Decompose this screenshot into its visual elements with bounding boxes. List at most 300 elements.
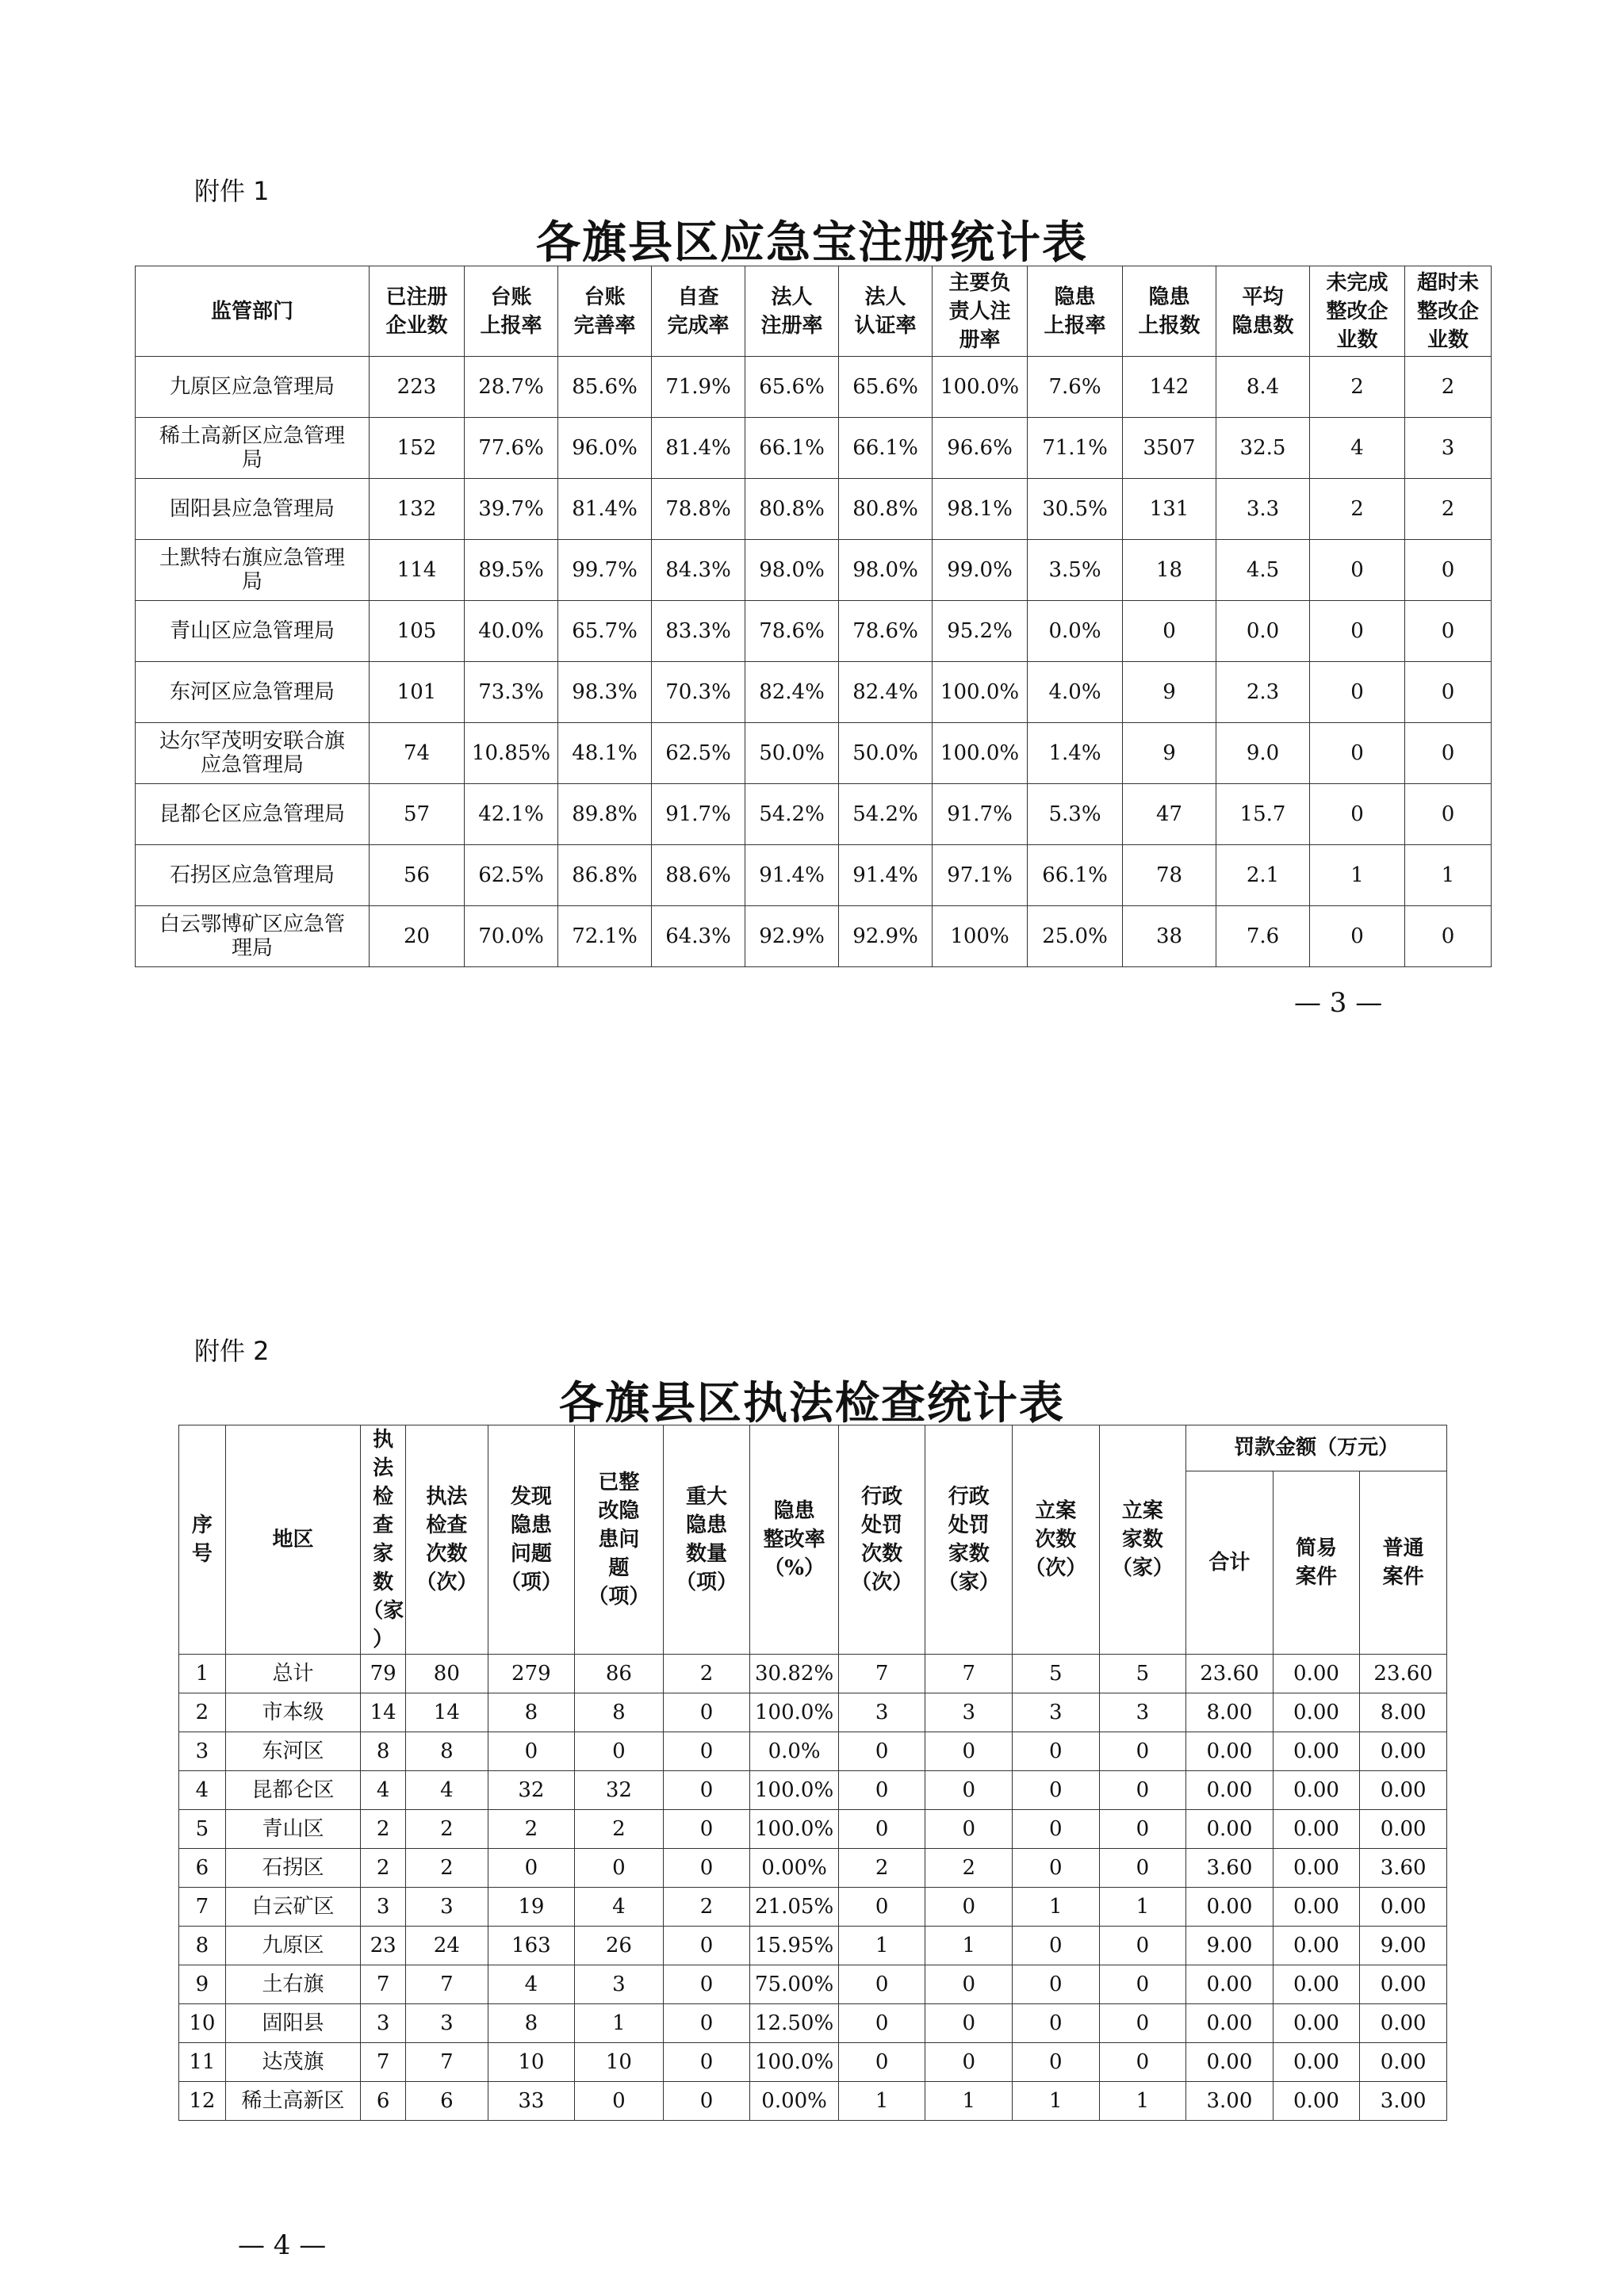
table-cell: 39.7% <box>465 479 558 540</box>
table-cell: 0 <box>663 1693 750 1732</box>
table-cell: 0 <box>663 1771 750 1810</box>
table-cell: 89.8% <box>558 784 652 845</box>
table-cell: 10 <box>575 2043 664 2082</box>
table-cell: 85.6% <box>558 357 652 418</box>
table-cell: 7 <box>361 1965 406 2004</box>
table-cell: 9 <box>1123 662 1216 723</box>
table-cell: 91.7% <box>933 784 1028 845</box>
table-row <box>136 601 1492 662</box>
table-cell: 0.0% <box>1028 601 1123 662</box>
table-cell: 0.00 <box>1273 1965 1360 2004</box>
table-cell: 15.7 <box>1216 784 1310 845</box>
table-row <box>136 357 1492 418</box>
table-cell: 81.4% <box>652 418 745 479</box>
table-cell: 78.6% <box>839 601 933 662</box>
table-row <box>179 1693 1447 1732</box>
table-cell: 71.9% <box>652 357 745 418</box>
table-cell: 0.00 <box>1273 1810 1360 1849</box>
table-cell: 0 <box>575 1849 664 1888</box>
table-cell: 0 <box>838 1732 925 1771</box>
annex1-label: 附件 1 <box>194 176 270 206</box>
table-cell: 3 <box>179 1732 226 1771</box>
table-cell: 0 <box>1099 1771 1186 1810</box>
table-cell: 6 <box>179 1849 226 1888</box>
department-cell: 青山区应急管理局 <box>136 601 370 662</box>
table-cell: 0.00 <box>1360 2004 1447 2043</box>
table-cell: 3.00 <box>1360 2082 1447 2121</box>
table-cell: 0.00 <box>1186 2043 1274 2082</box>
table-cell: 91.7% <box>652 784 745 845</box>
table-cell: 10.85% <box>465 723 558 784</box>
table-row <box>136 906 1492 967</box>
table-cell: 6 <box>406 2082 488 2121</box>
table-cell: 1 <box>1013 1888 1100 1927</box>
table-cell: 4 <box>488 1965 575 2004</box>
table-cell: 81.4% <box>558 479 652 540</box>
table-cell: 15.95% <box>750 1927 839 1965</box>
table-cell: 0 <box>1099 1810 1186 1849</box>
table-cell: 7.6% <box>1028 357 1123 418</box>
table-cell: 14 <box>361 1693 406 1732</box>
table-cell: 0.00 <box>1186 1965 1274 2004</box>
column-header: 法人 认证率 <box>839 266 933 357</box>
table-cell: 1 <box>838 2082 925 2121</box>
table-cell: 0 <box>925 1888 1013 1927</box>
table-cell: 0 <box>575 2082 664 2121</box>
table-cell: 0 <box>663 1810 750 1849</box>
table-cell: 21.05% <box>750 1888 839 1927</box>
table-cell: 0.00 <box>1273 1655 1360 1693</box>
table-cell: 1 <box>179 1655 226 1693</box>
table-cell: 62.5% <box>465 845 558 906</box>
department-cell: 达尔罕茂明安联合旗 应急管理局 <box>136 723 370 784</box>
table-cell: 3 <box>575 1965 664 2004</box>
table-cell: 0.00 <box>1273 1693 1360 1732</box>
table-cell: 0.00 <box>1186 1732 1274 1771</box>
annex2-title: 各旗县区执法检查统计表 <box>559 1377 1065 1429</box>
table-cell: 79 <box>361 1655 406 1693</box>
table-cell: 99.7% <box>558 540 652 601</box>
table-cell: 7 <box>838 1655 925 1693</box>
table-cell: 2 <box>179 1693 226 1732</box>
table-row <box>179 1849 1447 1888</box>
table-cell: 86 <box>575 1655 664 1693</box>
table-cell: 100.0% <box>933 662 1028 723</box>
table-cell: 97.1% <box>933 845 1028 906</box>
column-header: 执法 检查 家数 （家 ） <box>361 1425 406 1655</box>
table-cell: 101 <box>370 662 465 723</box>
table-cell: 12.50% <box>750 2004 839 2043</box>
table-cell: 0.00 <box>1273 1771 1360 1810</box>
annex2-label: 附件 2 <box>194 1336 270 1366</box>
table-cell: 11 <box>179 2043 226 2082</box>
table-cell: 99.0% <box>933 540 1028 601</box>
table-cell: 100.0% <box>750 1771 839 1810</box>
table-cell: 1 <box>1405 845 1492 906</box>
column-header: 法人 注册率 <box>745 266 839 357</box>
table-cell: 279 <box>488 1655 575 1693</box>
table-cell: 83.3% <box>652 601 745 662</box>
fine-subheader: 普通 案件 <box>1360 1471 1447 1654</box>
table-cell: 23 <box>361 1927 406 1965</box>
table-row <box>179 1810 1447 1849</box>
column-header: 行政 处罚 次数 （次） <box>838 1425 925 1655</box>
table-cell: 91.4% <box>745 845 839 906</box>
table-cell: 0 <box>1405 906 1492 967</box>
table-cell: 0 <box>1405 723 1492 784</box>
table-cell: 10 <box>179 2004 226 2043</box>
table-cell: 100.0% <box>933 357 1028 418</box>
table-cell: 2 <box>406 1849 488 1888</box>
table-cell: 96.6% <box>933 418 1028 479</box>
column-header: 发现 隐患 问题 （项） <box>488 1425 575 1655</box>
table-cell: 18 <box>1123 540 1216 601</box>
table-cell: 14 <box>406 1693 488 1732</box>
table-cell: 4 <box>361 1771 406 1810</box>
table-cell: 65.6% <box>839 357 933 418</box>
table-cell: 4.5 <box>1216 540 1310 601</box>
table-cell: 23.60 <box>1186 1655 1274 1693</box>
column-header: 立案 家数 （家） <box>1099 1425 1186 1655</box>
column-header: 执法 检查 次数 （次） <box>406 1425 488 1655</box>
table-cell: 100.0% <box>750 1810 839 1849</box>
table-cell: 0.0 <box>1216 601 1310 662</box>
table-cell: 6 <box>361 2082 406 2121</box>
table-cell: 2 <box>488 1810 575 1849</box>
table-row <box>179 1655 1447 1693</box>
department-cell: 稀土高新区应急管理 局 <box>136 418 370 479</box>
table-cell: 8 <box>361 1732 406 1771</box>
table-cell: 80.8% <box>839 479 933 540</box>
table-cell: 0 <box>925 2004 1013 2043</box>
table-cell: 0.00 <box>1360 1810 1447 1849</box>
table-cell: 95.2% <box>933 601 1028 662</box>
column-header: 地区 <box>225 1425 360 1655</box>
table-cell: 89.5% <box>465 540 558 601</box>
table-cell: 1 <box>575 2004 664 2043</box>
department-cell: 东河区应急管理局 <box>136 662 370 723</box>
table-cell: 0 <box>1099 2043 1186 2082</box>
region-cell: 青山区 <box>225 1810 360 1849</box>
table-cell: 0 <box>1310 784 1405 845</box>
table-row <box>179 1732 1447 1771</box>
table-cell: 0 <box>1099 1965 1186 2004</box>
table-cell: 70.3% <box>652 662 745 723</box>
table-cell: 0 <box>663 2004 750 2043</box>
region-cell: 石拐区 <box>225 1849 360 1888</box>
department-cell: 九原区应急管理局 <box>136 357 370 418</box>
table-cell: 1 <box>1310 845 1405 906</box>
column-header: 台账 完善率 <box>558 266 652 357</box>
table-cell: 42.1% <box>465 784 558 845</box>
table-row <box>179 2043 1447 2082</box>
table-cell: 0.00 <box>1186 1771 1274 1810</box>
table-cell: 86.8% <box>558 845 652 906</box>
table-cell: 142 <box>1123 357 1216 418</box>
table-cell: 3507 <box>1123 418 1216 479</box>
column-header: 行政 处罚 家数 （家） <box>925 1425 1013 1655</box>
table-cell: 0.00 <box>1186 1888 1274 1927</box>
region-cell: 九原区 <box>225 1927 360 1965</box>
table-cell: 40.0% <box>465 601 558 662</box>
table-cell: 100% <box>933 906 1028 967</box>
column-header: 台账 上报率 <box>465 266 558 357</box>
table-cell: 88.6% <box>652 845 745 906</box>
table-cell: 0.00 <box>1273 1888 1360 1927</box>
table-cell: 30.82% <box>750 1655 839 1693</box>
table-cell: 62.5% <box>652 723 745 784</box>
page-number-4: — 4 — <box>238 2229 327 2261</box>
fine-subheader: 简易 案件 <box>1273 1471 1360 1654</box>
table-cell: 7 <box>406 2043 488 2082</box>
table-cell: 0 <box>1099 1927 1186 1965</box>
table-row <box>136 662 1492 723</box>
table-cell: 0 <box>488 1732 575 1771</box>
table-row <box>136 723 1492 784</box>
table-cell: 2 <box>1310 357 1405 418</box>
table-cell: 0 <box>663 1927 750 1965</box>
table-cell: 54.2% <box>745 784 839 845</box>
table-cell: 3.60 <box>1186 1849 1274 1888</box>
region-cell: 昆都仑区 <box>225 1771 360 1810</box>
table-cell: 5.3% <box>1028 784 1123 845</box>
table-cell: 0 <box>575 1732 664 1771</box>
table-header-row <box>179 1425 1447 1471</box>
table-cell: 0.00 <box>1360 1732 1447 1771</box>
table-cell: 3.00 <box>1186 2082 1274 2121</box>
table-cell: 0 <box>1013 1732 1100 1771</box>
table-cell: 57 <box>370 784 465 845</box>
table-cell: 0 <box>925 1810 1013 1849</box>
table-cell: 82.4% <box>745 662 839 723</box>
table-cell: 0 <box>925 1965 1013 2004</box>
table-cell: 65.6% <box>745 357 839 418</box>
table-row <box>136 540 1492 601</box>
table-cell: 105 <box>370 601 465 662</box>
table-cell: 5 <box>1099 1655 1186 1693</box>
table-cell: 3 <box>361 1888 406 1927</box>
table-row <box>179 1771 1447 1810</box>
table-row <box>179 2082 1447 2121</box>
table-cell: 0.00 <box>1273 1927 1360 1965</box>
table-cell: 0 <box>1013 1965 1100 2004</box>
table-cell: 48.1% <box>558 723 652 784</box>
table-cell: 4 <box>406 1771 488 1810</box>
table-cell: 9.00 <box>1186 1927 1274 1965</box>
table-cell: 24 <box>406 1927 488 1965</box>
table-cell: 0.00 <box>1273 2082 1360 2121</box>
table-cell: 4 <box>179 1771 226 1810</box>
column-header: 隐患 上报数 <box>1123 266 1216 357</box>
region-cell: 东河区 <box>225 1732 360 1771</box>
table-cell: 0.00 <box>1186 1810 1274 1849</box>
table-cell: 3 <box>1013 1693 1100 1732</box>
table-cell: 1 <box>925 1927 1013 1965</box>
table-cell: 0.00 <box>1360 1965 1447 2004</box>
table-cell: 38 <box>1123 906 1216 967</box>
table-cell: 2 <box>838 1849 925 1888</box>
table-cell: 30.5% <box>1028 479 1123 540</box>
region-cell: 达茂旗 <box>225 2043 360 2082</box>
table-cell: 0.0% <box>750 1732 839 1771</box>
table-cell: 1 <box>1013 2082 1100 2121</box>
table-cell: 163 <box>488 1927 575 1965</box>
table-cell: 100.0% <box>750 1693 839 1732</box>
table-cell: 50.0% <box>839 723 933 784</box>
table-cell: 19 <box>488 1888 575 1927</box>
table-cell: 98.3% <box>558 662 652 723</box>
table-cell: 5 <box>179 1810 226 1849</box>
table-cell: 0 <box>1310 723 1405 784</box>
region-cell: 稀土高新区 <box>225 2082 360 2121</box>
enforcement-table <box>178 1425 1447 2121</box>
table-cell: 0.00 <box>1360 2043 1447 2082</box>
table-cell: 78.6% <box>745 601 839 662</box>
table-cell: 0 <box>1013 1771 1100 1810</box>
table-cell: 0 <box>1013 1849 1100 1888</box>
table-cell: 4 <box>1310 418 1405 479</box>
table-cell: 8 <box>575 1693 664 1732</box>
table-cell: 0 <box>925 2043 1013 2082</box>
table-cell: 78 <box>1123 845 1216 906</box>
column-header: 重大 隐患 数量 （项） <box>663 1425 750 1655</box>
column-header: 已整 改隐 患问 题 （项） <box>575 1425 664 1655</box>
table-cell: 2 <box>361 1849 406 1888</box>
table-cell: 2 <box>406 1810 488 1849</box>
table-cell: 1 <box>1099 2082 1186 2121</box>
table-cell: 0 <box>1405 540 1492 601</box>
table-cell: 98.0% <box>745 540 839 601</box>
table-cell: 84.3% <box>652 540 745 601</box>
table-cell: 8.00 <box>1186 1693 1274 1732</box>
table-cell: 0.00 <box>1273 2043 1360 2082</box>
table-cell: 114 <box>370 540 465 601</box>
table-cell: 66.1% <box>745 418 839 479</box>
table-cell: 66.1% <box>1028 845 1123 906</box>
table-cell: 0 <box>1310 540 1405 601</box>
region-cell: 白云矿区 <box>225 1888 360 1927</box>
table-cell: 80.8% <box>745 479 839 540</box>
table-cell: 0 <box>838 1810 925 1849</box>
table-cell: 50.0% <box>745 723 839 784</box>
table-cell: 1 <box>1099 1888 1186 1927</box>
table-cell: 23.60 <box>1360 1655 1447 1693</box>
table-cell: 2.3 <box>1216 662 1310 723</box>
table-cell: 0 <box>1405 784 1492 845</box>
table-cell: 9 <box>179 1965 226 2004</box>
table-cell: 0 <box>1013 1810 1100 1849</box>
table-cell: 0 <box>838 1965 925 2004</box>
table-cell: 78.8% <box>652 479 745 540</box>
table-cell: 2 <box>925 1849 1013 1888</box>
table-cell: 8.00 <box>1360 1693 1447 1732</box>
table-cell: 70.0% <box>465 906 558 967</box>
table-cell: 0 <box>1099 2004 1186 2043</box>
table-cell: 80 <box>406 1655 488 1693</box>
table-cell: 56 <box>370 845 465 906</box>
table-row <box>136 479 1492 540</box>
page-number-3: — 3 — <box>1294 987 1383 1019</box>
table-row <box>136 784 1492 845</box>
table-cell: 10 <box>488 2043 575 2082</box>
table-cell: 0 <box>838 2043 925 2082</box>
table-cell: 2 <box>1405 479 1492 540</box>
table-cell: 73.3% <box>465 662 558 723</box>
table-row <box>136 418 1492 479</box>
table-cell: 71.1% <box>1028 418 1123 479</box>
table-cell: 32 <box>488 1771 575 1810</box>
table-cell: 7 <box>179 1888 226 1927</box>
table-cell: 3 <box>838 1693 925 1732</box>
table-cell: 0.00 <box>1273 2004 1360 2043</box>
table-cell: 32 <box>575 1771 664 1810</box>
table-cell: 2 <box>361 1810 406 1849</box>
table-cell: 98.0% <box>839 540 933 601</box>
table-cell: 2 <box>1310 479 1405 540</box>
table-cell: 0 <box>1013 1927 1100 1965</box>
table-cell: 0.00 <box>1360 1888 1447 1927</box>
table-cell: 0 <box>663 1965 750 2004</box>
table-cell: 65.7% <box>558 601 652 662</box>
table-cell: 0 <box>1099 1849 1186 1888</box>
region-cell: 固阳县 <box>225 2004 360 2043</box>
table-cell: 96.0% <box>558 418 652 479</box>
registration-table <box>135 266 1492 967</box>
column-header: 自查 完成率 <box>652 266 745 357</box>
table-cell: 98.1% <box>933 479 1028 540</box>
table-cell: 0 <box>1405 601 1492 662</box>
column-header: 平均 隐患数 <box>1216 266 1310 357</box>
table-cell: 0 <box>1123 601 1216 662</box>
department-cell: 固阳县应急管理局 <box>136 479 370 540</box>
table-cell: 3 <box>406 1888 488 1927</box>
table-cell: 0 <box>1405 662 1492 723</box>
table-cell: 0 <box>1013 2043 1100 2082</box>
department-cell: 土默特右旗应急管理 局 <box>136 540 370 601</box>
table-cell: 92.9% <box>745 906 839 967</box>
table-cell: 2 <box>1405 357 1492 418</box>
column-header: 监管部门 <box>136 266 370 357</box>
table-cell: 3.60 <box>1360 1849 1447 1888</box>
table-cell: 2.1 <box>1216 845 1310 906</box>
table-cell: 0 <box>1013 2004 1100 2043</box>
table-cell: 5 <box>1013 1655 1100 1693</box>
table-cell: 7.6 <box>1216 906 1310 967</box>
table-cell: 75.00% <box>750 1965 839 2004</box>
table-cell: 2 <box>663 1655 750 1693</box>
table-row <box>136 845 1492 906</box>
table-cell: 0 <box>488 1849 575 1888</box>
table-cell: 3 <box>1405 418 1492 479</box>
table-cell: 0 <box>663 1732 750 1771</box>
column-header: 主要负 责人注 册率 <box>933 266 1028 357</box>
table-cell: 0 <box>1310 662 1405 723</box>
table-cell: 0.00% <box>750 2082 839 2121</box>
table-cell: 7 <box>361 2043 406 2082</box>
table-cell: 0.00% <box>750 1849 839 1888</box>
table-row <box>179 2004 1447 2043</box>
table-cell: 0 <box>663 1849 750 1888</box>
table-cell: 3 <box>1099 1693 1186 1732</box>
table-cell: 0 <box>838 1888 925 1927</box>
table-cell: 12 <box>179 2082 226 2121</box>
table-cell: 9.0 <box>1216 723 1310 784</box>
table-cell: 77.6% <box>465 418 558 479</box>
table-header-row <box>136 266 1492 357</box>
table-cell: 0 <box>1310 906 1405 967</box>
table-cell: 3 <box>361 2004 406 2043</box>
table-cell: 1 <box>925 2082 1013 2121</box>
